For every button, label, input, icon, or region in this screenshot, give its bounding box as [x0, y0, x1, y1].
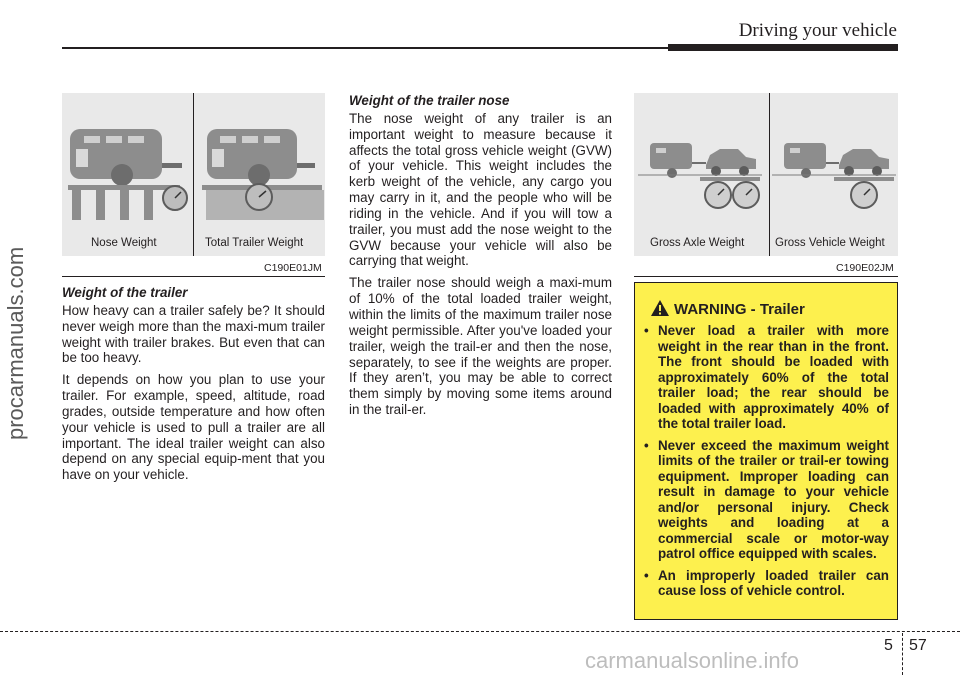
chapter-number: 5	[884, 637, 893, 654]
header-bar	[668, 44, 898, 51]
figure-label-total-trailer-weight: Total Trailer Weight	[205, 237, 304, 249]
section-heading: Weight of the trailer nose	[349, 93, 510, 108]
page-number: 57	[909, 637, 927, 654]
figure-trailer-weights	[62, 93, 325, 256]
warning-item-text: An improperly loaded trailer can cause loss of vehicle control.	[658, 567, 889, 598]
figure-code: C190E02JM	[836, 262, 894, 274]
paragraph: It depends on how you plan to use your trailer. For example, speed, altitude, road grades, outside temperature and how often your vehicle is used to pull a trailer are all important. The ideal trailer weight can also depend on any special equip-ment that you have on your vehicle.	[62, 372, 325, 483]
figure-divider	[193, 93, 194, 256]
footer-dashed-rule	[0, 631, 960, 632]
warning-list	[644, 323, 889, 605]
warning-box	[634, 282, 898, 620]
column-weight-of-trailer-nose	[349, 93, 612, 424]
warning-title: WARNING - Trailer	[674, 301, 805, 318]
warning-item: • Never exceed the maximum weight limits of the trailer or trail-er towing equipment. Improper loading can result in damage to your vehicle and/or personal injury. Check weights and loading at a commercial scale or motor-way patrol office equipped with scales.	[644, 437, 889, 561]
section-heading: Weight of the trailer	[62, 285, 188, 300]
figure-divider	[769, 93, 770, 256]
warning-item-text: Never load a trailer with more weight in the rear than in the front. The front should be loaded with approximately 60% of the total trailer load; the rear should be loaded with approximately 40% of the total trailer load.	[658, 323, 889, 431]
paragraph: The nose weight of any trailer is an important weight to measure because it affects the total gross vehicle weight (GVW) of your vehicle. This weight includes the kerb weight of the vehicle, any cargo you may carry in it, and the people who will be riding in the vehicle. And if you will tow a trailer, you must add the nose weight to the GVW because your vehicle will also be carrying that weight.	[349, 110, 612, 269]
warning-item-text: Never exceed the maximum weight limits of the trailer or trail-er towing equipment. Improper loading can result in damage to your vehicle and/or personal injury. Check weights and loading at a commercial scale or motor-way patrol office equipped with scales.	[658, 437, 889, 561]
warning-triangle-icon	[650, 299, 670, 321]
warning-item: • An improperly loaded trailer can cause loss of vehicle control.	[644, 567, 889, 598]
bottom-watermark: carmanualsonline.info	[585, 648, 800, 673]
footer-dashed-divider	[902, 633, 903, 675]
figure-code-rule	[634, 276, 898, 277]
header-rule	[62, 47, 668, 49]
figure-label-gross-vehicle-weight: Gross Vehicle Weight	[775, 237, 885, 249]
figure-label-gross-axle-weight: Gross Axle Weight	[650, 237, 745, 249]
side-watermark: procarmanuals.com	[3, 246, 28, 440]
figure-vehicle-weights	[634, 93, 898, 256]
figure-label-nose-weight: Nose Weight	[91, 237, 157, 249]
figure-code-rule	[62, 276, 325, 277]
paragraph: The trailer nose should weigh a maxi-mum of 10% of the total loaded trailer weight, within the limits of the maximum trailer nose weight permissible. After you've loaded your trailer, weigh the trail-er and then the nose, separately, to see if the weights are proper. If they aren’t, you may be able to correct them simply by moving some items around in the trail-er.	[349, 275, 612, 418]
warning-item: • Never load a trailer with more weight in the rear than in the front. The front should be loaded with approximately 60% of the total trailer load; the rear should be loaded with approximately 40% of the total trailer load.	[644, 323, 889, 431]
column-weight-of-trailer	[62, 285, 325, 489]
warning-heading	[650, 301, 805, 318]
page-header-title: Driving your vehicle	[738, 20, 897, 41]
vehicle-scale-illustration	[634, 93, 898, 256]
paragraph: How heavy can a trailer safely be? It should never weigh more than the maxi-mum trailer weight with trailer brakes. But even that can be too heavy.	[62, 302, 325, 366]
figure-code: C190E01JM	[264, 262, 322, 274]
